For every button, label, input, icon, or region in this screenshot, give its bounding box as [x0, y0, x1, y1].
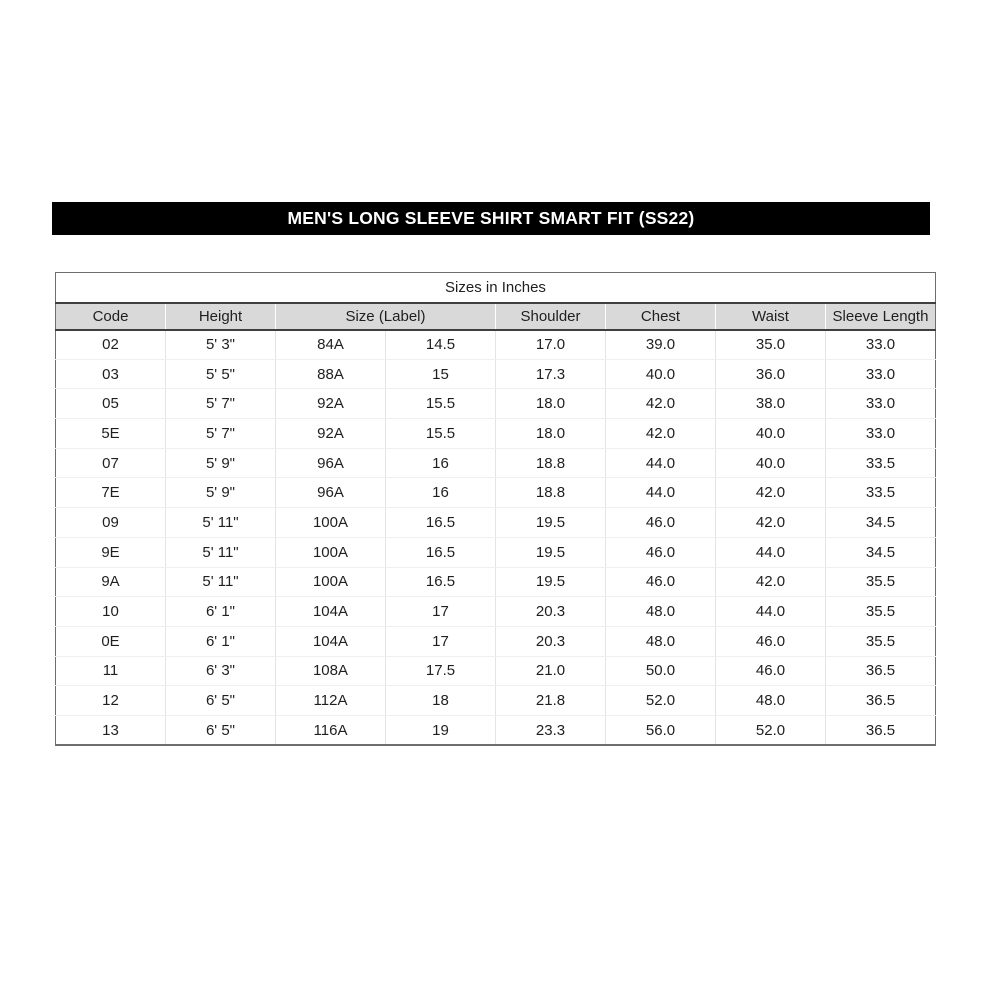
table-row [56, 419, 936, 449]
table-cell: 17.5 [386, 656, 496, 686]
table-cell: 46.0 [716, 656, 826, 686]
table-cell: 16.5 [386, 508, 496, 538]
table-cell: 35.5 [826, 626, 936, 656]
column-header: Height [166, 303, 276, 330]
table-cell: 92A [276, 419, 386, 449]
table-cell: 108A [276, 656, 386, 686]
table-cell: 09 [56, 508, 166, 538]
table-header-row [56, 303, 936, 330]
table-cell: 88A [276, 359, 386, 389]
table-cell: 46.0 [716, 626, 826, 656]
table-cell: 33.0 [826, 419, 936, 449]
table-cell: 100A [276, 567, 386, 597]
table-cell: 19.5 [496, 508, 606, 538]
table-cell: 19.5 [496, 567, 606, 597]
table-cell: 07 [56, 448, 166, 478]
table-cell: 20.3 [496, 626, 606, 656]
table-cell: 17.3 [496, 359, 606, 389]
table-cell: 33.0 [826, 389, 936, 419]
table-row [56, 330, 936, 360]
table-row [56, 597, 936, 627]
table-cell: 116A [276, 715, 386, 745]
table-cell: 33.0 [826, 359, 936, 389]
table-row [56, 508, 936, 538]
table-cell: 36.0 [716, 359, 826, 389]
table-row [56, 626, 936, 656]
table-row [56, 359, 936, 389]
table-cell: 36.5 [826, 656, 936, 686]
table-cell: 6' 1" [166, 626, 276, 656]
table-cell: 42.0 [716, 567, 826, 597]
table-cell: 14.5 [386, 330, 496, 360]
column-header: Waist [716, 303, 826, 330]
table-row [56, 686, 936, 716]
table-cell: 21.8 [496, 686, 606, 716]
table-cell: 17 [386, 626, 496, 656]
table-cell: 19.5 [496, 537, 606, 567]
table-cell: 19 [386, 715, 496, 745]
table-cell: 20.3 [496, 597, 606, 627]
table-cell: 17.0 [496, 330, 606, 360]
table-cell: 42.0 [716, 508, 826, 538]
table-cell: 46.0 [606, 567, 716, 597]
table-cell: 5' 5" [166, 359, 276, 389]
table-cell: 33.5 [826, 478, 936, 508]
table-cell: 15 [386, 359, 496, 389]
table-cell: 104A [276, 597, 386, 627]
table-cell: 18.0 [496, 419, 606, 449]
table-cell: 18 [386, 686, 496, 716]
table-cell: 18.8 [496, 478, 606, 508]
column-header: Chest [606, 303, 716, 330]
column-header: Sleeve Length [826, 303, 936, 330]
column-header: Size (Label) [276, 303, 496, 330]
table-cell: 05 [56, 389, 166, 419]
table-row [56, 715, 936, 745]
table-cell: 46.0 [606, 537, 716, 567]
table-caption-row [56, 273, 936, 303]
table-cell: 100A [276, 508, 386, 538]
table-cell: 0E [56, 626, 166, 656]
table-row [56, 389, 936, 419]
table-cell: 17 [386, 597, 496, 627]
table-cell: 34.5 [826, 508, 936, 538]
table-cell: 36.5 [826, 715, 936, 745]
table-cell: 9A [56, 567, 166, 597]
table-cell: 42.0 [606, 389, 716, 419]
table-cell: 33.0 [826, 330, 936, 360]
table-cell: 52.0 [716, 715, 826, 745]
table-cell: 112A [276, 686, 386, 716]
table-cell: 44.0 [606, 478, 716, 508]
table-cell: 5' 9" [166, 448, 276, 478]
table-cell: 38.0 [716, 389, 826, 419]
table-cell: 5E [56, 419, 166, 449]
table-cell: 5' 7" [166, 389, 276, 419]
table-cell: 52.0 [606, 686, 716, 716]
table-cell: 15.5 [386, 389, 496, 419]
table-cell: 10 [56, 597, 166, 627]
table-cell: 12 [56, 686, 166, 716]
table-cell: 02 [56, 330, 166, 360]
table-cell: 5' 11" [166, 537, 276, 567]
table-cell: 11 [56, 656, 166, 686]
table-row [56, 537, 936, 567]
table-cell: 40.0 [716, 419, 826, 449]
table-cell: 36.5 [826, 686, 936, 716]
table-cell: 44.0 [606, 448, 716, 478]
table-caption: Sizes in Inches [445, 278, 546, 296]
table-cell: 96A [276, 478, 386, 508]
size-chart-container [55, 272, 936, 746]
table-cell: 44.0 [716, 537, 826, 567]
page-title: MEN'S LONG SLEEVE SHIRT SMART FIT (SS22) [287, 208, 695, 228]
table-cell: 15.5 [386, 419, 496, 449]
table-cell: 40.0 [716, 448, 826, 478]
table-cell: 23.3 [496, 715, 606, 745]
table-cell: 42.0 [606, 419, 716, 449]
table-cell: 84A [276, 330, 386, 360]
table-row [56, 448, 936, 478]
table-cell: 5' 11" [166, 508, 276, 538]
table-cell: 6' 1" [166, 597, 276, 627]
table-cell: 96A [276, 448, 386, 478]
table-cell: 03 [56, 359, 166, 389]
table-cell: 100A [276, 537, 386, 567]
table-cell: 16.5 [386, 567, 496, 597]
table-cell: 48.0 [716, 686, 826, 716]
table-cell: 6' 3" [166, 656, 276, 686]
table-cell: 48.0 [606, 597, 716, 627]
table-cell: 6' 5" [166, 715, 276, 745]
table-cell: 6' 5" [166, 686, 276, 716]
table-cell: 35.0 [716, 330, 826, 360]
table-row [56, 656, 936, 686]
table-cell: 5' 3" [166, 330, 276, 360]
table-cell: 92A [276, 389, 386, 419]
table-cell: 44.0 [716, 597, 826, 627]
table-cell: 16 [386, 448, 496, 478]
table-cell: 5' 9" [166, 478, 276, 508]
table-cell: 46.0 [606, 508, 716, 538]
table-cell: 5' 11" [166, 567, 276, 597]
table-cell: 56.0 [606, 715, 716, 745]
table-cell: 42.0 [716, 478, 826, 508]
table-cell: 35.5 [826, 597, 936, 627]
table-cell: 7E [56, 478, 166, 508]
table-cell: 33.5 [826, 448, 936, 478]
table-cell: 13 [102, 721, 119, 739]
table-cell: 9E [56, 537, 166, 567]
table-cell: 40.0 [606, 359, 716, 389]
table-cell: 16 [386, 478, 496, 508]
table-cell: 18.0 [496, 389, 606, 419]
table-cell: 104A [276, 626, 386, 656]
title-banner [52, 202, 930, 235]
table-cell: 5' 7" [166, 419, 276, 449]
table-row [56, 478, 936, 508]
table-cell: 35.5 [826, 567, 936, 597]
table-cell: 48.0 [606, 626, 716, 656]
size-chart-table [55, 272, 936, 746]
table-cell: 21.0 [496, 656, 606, 686]
table-row [56, 567, 936, 597]
column-header: Code [56, 303, 166, 330]
table-cell: 34.5 [826, 537, 936, 567]
table-cell: 50.0 [606, 656, 716, 686]
column-header: Shoulder [496, 303, 606, 330]
table-cell: 18.8 [496, 448, 606, 478]
table-cell: 39.0 [606, 330, 716, 360]
table-cell: 16.5 [386, 537, 496, 567]
